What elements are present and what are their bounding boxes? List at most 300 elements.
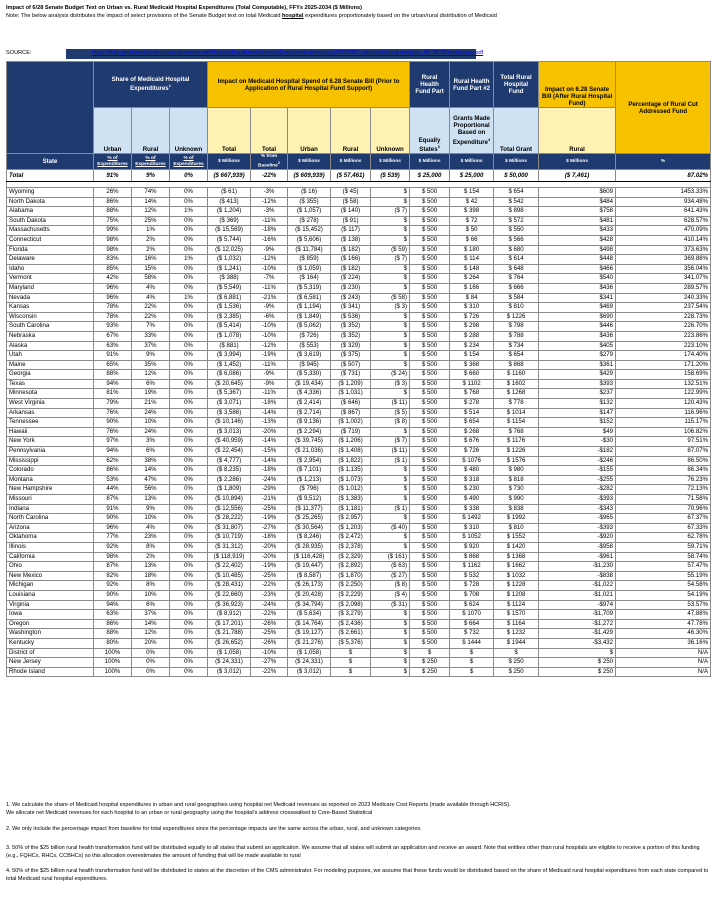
table-cell: ($ 11) <box>371 447 410 457</box>
table-cell: ($ 5,376) <box>331 638 371 648</box>
table-cell: 12% <box>132 629 170 639</box>
table-cell: $ 298 <box>450 322 494 332</box>
table-cell: 13% <box>132 562 170 572</box>
table-cell: $ 500 <box>410 197 450 207</box>
source-link[interactable]: https://mfpr-prod-sentus-be.azure.wbsearch.net/NationalRuralHealth/media/Documents/Advocacy/2025/SBC-Hospital-Rural-Analysis_06-28-25-landscape.pdf <box>92 50 484 56</box>
table-cell: $ 1176 <box>494 437 539 447</box>
table-cell: $ 1602 <box>494 379 539 389</box>
table-cell: $ 778 <box>494 399 539 409</box>
table-cell: $ 42 <box>450 197 494 207</box>
table-cell: $ <box>371 264 410 274</box>
table-cell: ($ 1,032) <box>208 255 251 265</box>
table-cell: ($ 278) <box>288 216 331 226</box>
state-name: North Dakota <box>7 197 94 207</box>
table-cell: $ <box>371 283 410 293</box>
table-cell: $ 676 <box>450 437 494 447</box>
table-cell: 62% <box>94 456 132 466</box>
table-cell: ($ 1,135) <box>331 466 371 476</box>
table-cell: $ 810 <box>494 303 539 313</box>
table-cell: 88% <box>94 207 132 217</box>
state-name: New York <box>7 437 94 447</box>
table-cell: $ 1492 <box>450 514 494 524</box>
table-cell: 97% <box>94 437 132 447</box>
table-cell: ($ 1,206) <box>331 437 371 447</box>
table-row <box>7 667 711 677</box>
table-cell: $ 500 <box>410 408 450 418</box>
table-cell: 54.19% <box>616 590 711 600</box>
table-cell: ($ 28,431) <box>208 581 251 591</box>
table-cell: ($ 15,569) <box>208 226 251 236</box>
table-cell: 76.23% <box>616 475 711 485</box>
table-cell: 78% <box>94 303 132 313</box>
table-row <box>7 341 711 351</box>
table-row <box>7 418 711 428</box>
table-cell: 0% <box>170 389 208 399</box>
table-cell: 0% <box>170 581 208 591</box>
unit-unknown-pct: % of Expenditures <box>170 154 208 170</box>
table-cell: $481 <box>539 216 616 226</box>
table-cell: 83% <box>94 255 132 265</box>
table-cell: 0% <box>170 437 208 447</box>
table-cell: 120.43% <box>616 399 711 409</box>
table-cell: -$1,709 <box>539 610 616 620</box>
table-cell: $ 500 <box>410 255 450 265</box>
table-cell: $ 1268 <box>494 389 539 399</box>
unit-pct: % <box>616 154 711 170</box>
table-cell: -9% <box>251 245 288 255</box>
table-cell: 2% <box>132 552 170 562</box>
table-cell: -19% <box>251 351 288 361</box>
table-cell: 0% <box>170 216 208 226</box>
table-cell: ($ 1,012) <box>331 485 371 495</box>
table-cell: ($ 25,265) <box>288 514 331 524</box>
table-row <box>7 360 711 370</box>
table-cell: 10% <box>132 418 170 428</box>
table-cell: $436 <box>539 283 616 293</box>
table-cell: -$958 <box>539 542 616 552</box>
table-cell: 58.74% <box>616 552 711 562</box>
table-cell: 0% <box>170 197 208 207</box>
table-cell: ($ 1) <box>371 504 410 514</box>
table-cell: ($ 1,204) <box>208 207 251 217</box>
table-cell: ($ 31) <box>371 600 410 610</box>
state-name: Mississippi <box>7 456 94 466</box>
table-cell: $ 1124 <box>494 600 539 610</box>
table-cell: 0% <box>170 514 208 524</box>
table-cell: $ 730 <box>494 485 539 495</box>
table-cell: ($ 413) <box>208 197 251 207</box>
table-cell: ($ 553) <box>288 341 331 351</box>
table-cell: $341 <box>539 293 616 303</box>
table-cell: -22% <box>251 581 288 591</box>
table-row <box>7 456 711 466</box>
table-cell: 56% <box>132 485 170 495</box>
table-cell: ($ 536) <box>331 312 371 322</box>
table-row <box>7 542 711 552</box>
table-cell: -23% <box>251 590 288 600</box>
table-cell: 115.17% <box>616 418 711 428</box>
table-row <box>7 427 711 437</box>
table-cell: 96% <box>94 293 132 303</box>
table-cell: $ 500 <box>410 188 450 198</box>
table-cell: 0% <box>170 245 208 255</box>
table-cell: -6% <box>251 312 288 322</box>
table-cell: $ <box>371 533 410 543</box>
table-cell: 76% <box>94 427 132 437</box>
table-cell: $ 500 <box>410 418 450 428</box>
table-cell: $ 180 <box>450 245 494 255</box>
table-cell: ($ 719) <box>331 427 371 437</box>
table-cell: $ 500 <box>410 619 450 629</box>
table-row <box>7 370 711 380</box>
table-cell: $ 250 <box>539 667 616 677</box>
table-cell: ($ 2,954) <box>288 456 331 466</box>
table-cell: $ 1570 <box>494 610 539 620</box>
table-cell: ($ 3,012) <box>208 667 251 677</box>
table-cell: $ 500 <box>410 514 450 524</box>
table-cell: ($ 22,660) <box>208 590 251 600</box>
table-cell: -7% <box>251 274 288 284</box>
table-cell: 33% <box>132 331 170 341</box>
table-cell: ($ 3,013) <box>208 427 251 437</box>
table-cell: ($ 2,098) <box>331 600 371 610</box>
table-cell: $ 810 <box>494 523 539 533</box>
table-cell: $433 <box>539 226 616 236</box>
unit-grant-mil: $ Millions <box>450 154 494 170</box>
state-name: Alabama <box>7 207 94 217</box>
table-cell: ($ 19,434) <box>288 379 331 389</box>
table-cell: 86% <box>94 619 132 629</box>
table-cell: $ 148 <box>450 264 494 274</box>
table-cell: $ 550 <box>494 226 539 236</box>
table-cell: $484 <box>539 197 616 207</box>
table-cell: $ 664 <box>450 619 494 629</box>
table-cell: ($ 1,452) <box>208 360 251 370</box>
table-cell: 98% <box>94 245 132 255</box>
table-cell: 0% <box>170 370 208 380</box>
table-cell: -24% <box>251 600 288 610</box>
table-cell: ($ 19,127) <box>288 629 331 639</box>
table-cell: -27% <box>251 658 288 668</box>
table-cell: ($ 12,556) <box>208 504 251 514</box>
table-cell: $ 500 <box>410 331 450 341</box>
total-row <box>7 170 711 182</box>
table-cell: ($ 352) <box>331 331 371 341</box>
sub-total-pct: Total <box>251 108 288 154</box>
table-cell: $ 768 <box>450 389 494 399</box>
table-cell: 122.99% <box>616 389 711 399</box>
table-cell: -3% <box>251 188 288 198</box>
table-cell: -21% <box>251 495 288 505</box>
table-cell: $ 398 <box>450 207 494 217</box>
report-note: Note: The below analysis distributes the impact of select provisions of the Senate Budget text on total Medicaid hospital expenditures proportionately based on the urban/rural distribution of Medicaid <box>6 13 497 19</box>
sub-equally: Equally States$^3$ <box>410 108 450 154</box>
table-cell: -18% <box>251 226 288 236</box>
table-cell: ($ 2,472) <box>331 533 371 543</box>
unit-urban-mil: $ Millions <box>288 154 331 170</box>
table-cell: ($ 161) <box>371 552 410 562</box>
table-cell: $ 250 <box>410 667 450 677</box>
table-cell: $ 898 <box>494 207 539 217</box>
table-cell: $466 <box>539 264 616 274</box>
table-cell: $ 868 <box>494 360 539 370</box>
table-row <box>7 312 711 322</box>
table-cell: ($ 118,919) <box>208 552 251 562</box>
table-cell: 4% <box>132 523 170 533</box>
table-cell: 0% <box>170 322 208 332</box>
table-cell: 78% <box>94 312 132 322</box>
table-cell: 0% <box>170 427 208 437</box>
table-cell: 63% <box>94 341 132 351</box>
table-cell: 6% <box>132 447 170 457</box>
table-cell: -11% <box>251 389 288 399</box>
table-cell: ($ 726) <box>288 331 331 341</box>
table-row <box>7 514 711 524</box>
table-cell: $ 726 <box>450 312 494 322</box>
table-cell: 67% <box>94 331 132 341</box>
table-cell: $ <box>371 312 410 322</box>
table-cell: ($ 4) <box>371 590 410 600</box>
table-cell: 3% <box>132 437 170 447</box>
total-cell: $ 25,000 <box>410 170 450 182</box>
table-cell: 410.14% <box>616 235 711 245</box>
table-cell: -12% <box>251 197 288 207</box>
table-cell: $ 1420 <box>494 542 539 552</box>
table-cell: $446 <box>539 322 616 332</box>
table-cell: 0% <box>170 590 208 600</box>
table-cell: -14% <box>251 437 288 447</box>
table-cell: 91% <box>94 504 132 514</box>
table-cell: ($ 6,581) <box>288 293 331 303</box>
table-cell: -18% <box>251 399 288 409</box>
table-cell: ($ 27) <box>371 571 410 581</box>
table-cell: $ 654 <box>494 351 539 361</box>
sub-urban-impact: Urban <box>288 108 331 154</box>
unit-urban-pct: % of Expenditures <box>94 154 132 170</box>
table-cell: $ 732 <box>450 629 494 639</box>
table-cell: $ <box>371 619 410 629</box>
table-cell: 47.78% <box>616 619 711 629</box>
table-row <box>7 648 711 658</box>
table-cell: ($ 5,062) <box>288 322 331 332</box>
table-cell: 1% <box>170 207 208 217</box>
impact-group-header: Impact on Medicaid Hospital Spend of 6.28 Senate Bill (Prior to Application of Rural Hospital Fund Support) <box>208 62 410 108</box>
table-cell: $ <box>371 638 410 648</box>
table-cell: -$965 <box>539 514 616 524</box>
sub-rural: Rural <box>132 108 170 154</box>
table-cell: 54.58% <box>616 581 711 591</box>
table-cell: $ 234 <box>450 341 494 351</box>
table-cell: ($ 31,312) <box>208 542 251 552</box>
table-row <box>7 504 711 514</box>
table-cell: $ 500 <box>410 235 450 245</box>
table-cell: ($ 8,587) <box>288 571 331 581</box>
table-row <box>7 466 711 476</box>
table-cell: 373.63% <box>616 245 711 255</box>
table-cell: ($ 28,222) <box>208 514 251 524</box>
table-cell: ($ 8,235) <box>208 466 251 476</box>
table-cell: 47% <box>132 475 170 485</box>
table-row <box>7 533 711 543</box>
table-cell: 65% <box>94 360 132 370</box>
table-cell: 0% <box>170 226 208 236</box>
table-cell: ($ 5,606) <box>288 235 331 245</box>
table-cell: $ 500 <box>410 293 450 303</box>
table-cell: $ 728 <box>450 581 494 591</box>
table-cell: ($ 20,428) <box>288 590 331 600</box>
table-cell: $ 500 <box>410 562 450 572</box>
table-cell: ($ 3,012) <box>288 667 331 677</box>
table-cell: $ 50 <box>450 226 494 236</box>
table-cell: $ <box>371 485 410 495</box>
table-cell: 0% <box>170 648 208 658</box>
table-cell: 106.82% <box>616 427 711 437</box>
table-row <box>7 600 711 610</box>
state-name: Oklahoma <box>7 533 94 543</box>
table-cell: $ 1226 <box>494 312 539 322</box>
table-cell: $ <box>494 648 539 658</box>
table-cell: -25% <box>251 504 288 514</box>
total-cell: 87.02% <box>616 170 711 182</box>
total-cell: ($ 57,461) <box>331 170 371 182</box>
table-cell: ($ 5,367) <box>208 389 251 399</box>
table-cell: $ 500 <box>410 590 450 600</box>
table-cell: ($ 21,276) <box>288 638 331 648</box>
table-row <box>7 255 711 265</box>
state-name: Indiana <box>7 504 94 514</box>
table-cell: 82% <box>94 571 132 581</box>
table-cell: 0% <box>170 485 208 495</box>
table-cell: 6% <box>132 379 170 389</box>
table-cell: -9% <box>251 303 288 313</box>
table-cell: 86% <box>94 197 132 207</box>
table-cell: $ 84 <box>450 293 494 303</box>
table-cell: -19% <box>251 562 288 572</box>
table-cell: -26% <box>251 638 288 648</box>
table-cell: $ 614 <box>494 255 539 265</box>
table-cell: $ 572 <box>494 216 539 226</box>
table-cell: ($ 2,250) <box>331 581 371 591</box>
table-cell: 99% <box>94 226 132 236</box>
state-name: Wisconsin <box>7 312 94 322</box>
table-cell: 24% <box>132 408 170 418</box>
table-cell: $ 500 <box>410 274 450 284</box>
sub-total: Total <box>208 108 251 154</box>
table-cell: $ 500 <box>410 571 450 581</box>
table-cell: $ 1076 <box>450 456 494 466</box>
table-cell: ($ 182) <box>331 245 371 255</box>
table-cell: ($ 17,201) <box>208 619 251 629</box>
table-cell: $ <box>371 226 410 236</box>
table-cell: $ 1160 <box>494 370 539 380</box>
table-cell: $ 500 <box>410 523 450 533</box>
table-cell: 0% <box>170 379 208 389</box>
table-cell: ($ 2,892) <box>331 562 371 572</box>
table-cell: 87% <box>94 562 132 572</box>
state-header-blank <box>7 62 94 154</box>
table-cell: 98% <box>94 552 132 562</box>
table-cell: 15% <box>132 264 170 274</box>
table-cell: ($ 2,294) <box>288 427 331 437</box>
table-cell: 86.34% <box>616 466 711 476</box>
table-cell: ($ 14,764) <box>288 619 331 629</box>
table-cell: 8% <box>132 542 170 552</box>
table-cell: ($ 1,181) <box>331 504 371 514</box>
table-row <box>7 485 711 495</box>
table-cell: ($ 9,512) <box>288 495 331 505</box>
table-cell: -$343 <box>539 504 616 514</box>
table-cell: 369.88% <box>616 255 711 265</box>
table-cell: ($ 945) <box>288 360 331 370</box>
table-cell: ($ 1,213) <box>288 475 331 485</box>
state-name: Georgia <box>7 370 94 380</box>
table-row <box>7 322 711 332</box>
table-cell: ($ 2,385) <box>208 312 251 322</box>
table-cell: ($ 117) <box>331 226 371 236</box>
table-cell: $ 250 <box>410 658 450 668</box>
table-cell: 46.30% <box>616 629 711 639</box>
table-cell: ($ 21,036) <box>288 447 331 457</box>
table-cell: $ 318 <box>450 475 494 485</box>
table-cell: $469 <box>539 303 616 313</box>
table-cell: $ 500 <box>410 466 450 476</box>
table-cell: $ <box>371 274 410 284</box>
table-cell: -14% <box>251 408 288 418</box>
table-cell: 87.07% <box>616 447 711 457</box>
table-cell: ($ 2,436) <box>331 619 371 629</box>
sub-grants: Grants Made Proportional Based on Expenditure$^4$ <box>450 108 494 154</box>
footnote-3: 3. 50% of the $25 billion rural health transformation fund will be distributed equally to all states that submit an application. We assume that all states will submit an application and receive an award. Note that entities other than rural hospitals are eligible to receive a portion of this funding (e.g., FQHCs, RHCs, CCBHCs) so this allocation overestimates the amount of funding that will be made available to rural <box>6 845 700 859</box>
table-cell: ($ 5,330) <box>288 370 331 380</box>
table-cell: ($ 34,794) <box>288 600 331 610</box>
table-cell: $ 500 <box>410 207 450 217</box>
table-cell: $ 566 <box>494 235 539 245</box>
table-cell: 36.16% <box>616 638 711 648</box>
table-cell: 79% <box>94 399 132 409</box>
table-cell: ($ 1,057) <box>288 207 331 217</box>
table-cell: 23% <box>132 533 170 543</box>
table-cell: 10% <box>132 514 170 524</box>
table-cell: ($ 1,870) <box>331 571 371 581</box>
table-cell: $ 500 <box>410 610 450 620</box>
table-cell: 90% <box>94 514 132 524</box>
table-cell: ($ 2,714) <box>288 408 331 418</box>
state-name: Tennessee <box>7 418 94 428</box>
table-cell: $ 1014 <box>494 408 539 418</box>
table-cell: $ <box>371 188 410 198</box>
table-cell: $405 <box>539 341 616 351</box>
table-cell: -$393 <box>539 523 616 533</box>
table-cell: ($ 1,002) <box>331 418 371 428</box>
table-cell: 116.96% <box>616 408 711 418</box>
table-row <box>7 437 711 447</box>
table-cell: ($ 15,452) <box>288 226 331 236</box>
table-cell: ($ 11,784) <box>288 245 331 255</box>
table-cell: $ 154 <box>450 188 494 198</box>
table-cell: ($ 1,383) <box>331 495 371 505</box>
table-cell: $ 500 <box>410 638 450 648</box>
table-row <box>7 197 711 207</box>
table-cell: 228.73% <box>616 312 711 322</box>
table-cell: 1% <box>170 255 208 265</box>
table-row <box>7 495 711 505</box>
table-cell: -13% <box>251 418 288 428</box>
table-cell: -10% <box>251 648 288 658</box>
state-name: New Mexico <box>7 571 94 581</box>
table-cell: ($ 243) <box>331 293 371 303</box>
table-row <box>7 389 711 399</box>
table-cell: ($ 24) <box>371 370 410 380</box>
